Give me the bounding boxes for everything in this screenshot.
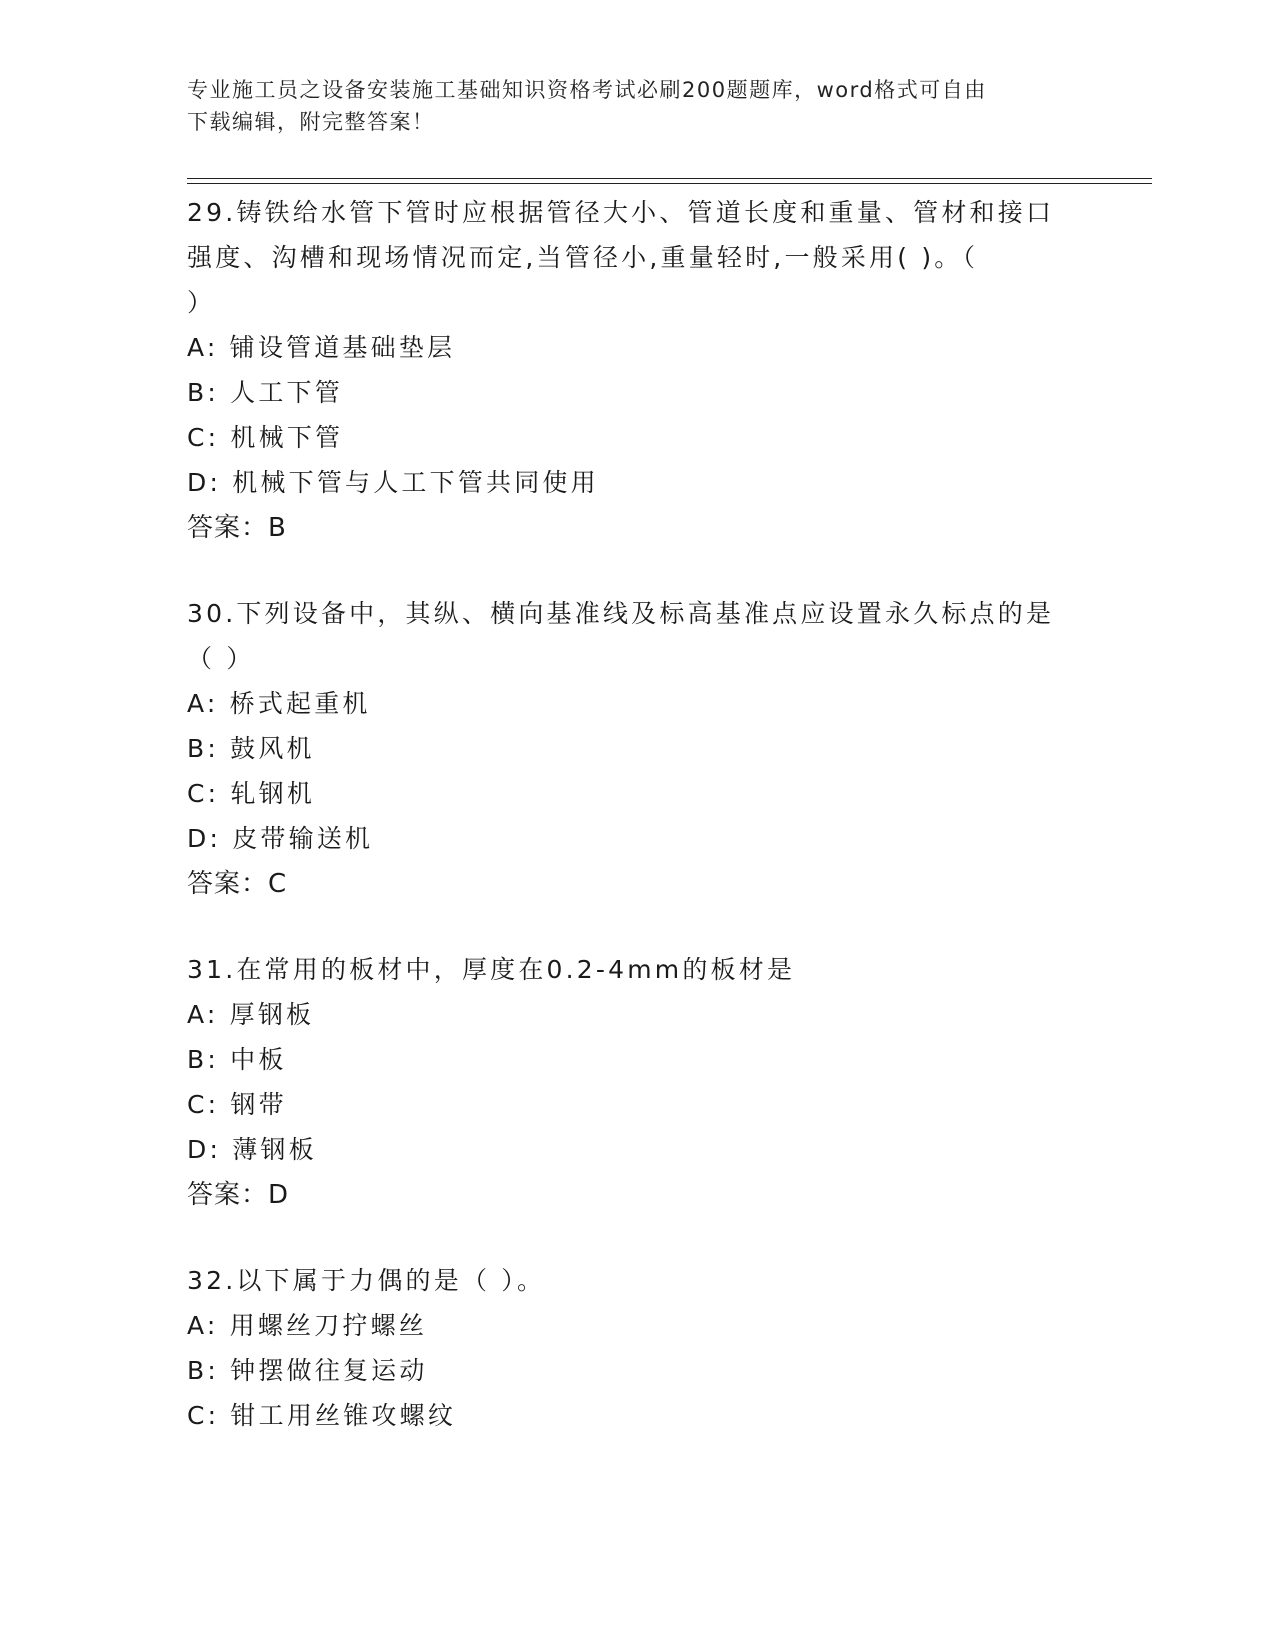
- answer-line: 答案：B: [187, 513, 287, 543]
- question-list: [187, 190, 1087, 1478]
- option-d: D: 机械下管与人工下管共同使用: [187, 468, 599, 497]
- question-32: [187, 1258, 1087, 1438]
- question-30: [187, 591, 1087, 907]
- option-b: B: 钟摆做往复运动: [187, 1356, 428, 1385]
- header-divider-top: [187, 178, 1152, 179]
- document-header: [187, 74, 1067, 138]
- option-b: B: 鼓风机: [187, 734, 315, 763]
- option-c: C: 钢带: [187, 1090, 287, 1119]
- question-stem-line: 31.在常用的板材中，厚度在0.2-4mm的板材是: [187, 955, 796, 984]
- option-d: D: 薄钢板: [187, 1135, 317, 1164]
- question-stem-line: ）: [187, 288, 216, 317]
- option-a: A: 厚钢板: [187, 1000, 315, 1029]
- option-a: A: 铺设管道基础垫层: [187, 333, 456, 362]
- option-c: C: 机械下管: [187, 423, 344, 452]
- option-c: C: 钳工用丝锥攻螺纹: [187, 1401, 457, 1430]
- question-stem-line: 30.下列设备中，其纵、横向基准线及标高基准点应设置永久标点的是: [187, 599, 1055, 628]
- question-29: [187, 190, 1087, 551]
- question-stem-line: 强度、沟槽和现场情况而定,当管径小,重量轻时,一般采用( )。（: [187, 243, 979, 272]
- question-stem-line: 29.铸铁给水管下管时应根据管径大小、管道长度和重量、管材和接口: [187, 198, 1055, 227]
- header-line-2: 下载编辑，附完整答案！: [187, 110, 435, 134]
- option-b: B: 人工下管: [187, 378, 343, 407]
- option-b: B: 中板: [187, 1045, 287, 1074]
- answer-line: 答案：C: [187, 869, 288, 899]
- option-a: A: 用螺丝刀拧螺丝: [187, 1311, 428, 1340]
- question-31: [187, 947, 1087, 1218]
- question-stem-line: （ ）: [187, 644, 255, 673]
- option-d: D: 皮带输送机: [187, 824, 374, 853]
- header-divider-bottom: [187, 183, 1152, 184]
- question-stem-line: 32.以下属于力偶的是（ ）。: [187, 1266, 546, 1295]
- header-line-1: 专业施工员之设备安装施工基础知识资格考试必刷200题题库，word格式可自由: [187, 78, 987, 102]
- answer-line: 答案：D: [187, 1180, 290, 1210]
- option-a: A: 桥式起重机: [187, 689, 371, 718]
- option-c: C: 轧钢机: [187, 779, 316, 808]
